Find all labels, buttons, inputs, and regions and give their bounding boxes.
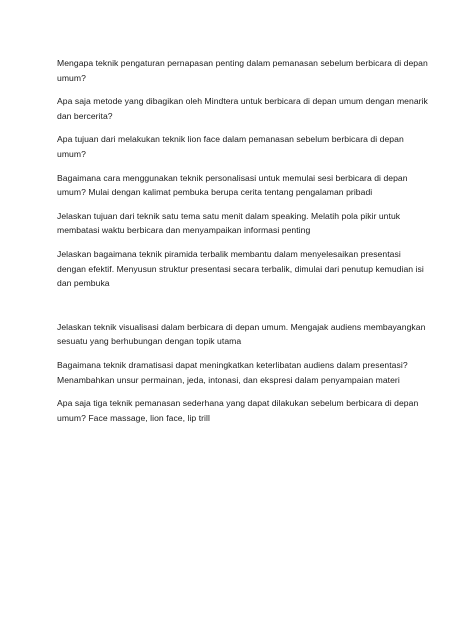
question-paragraph-7: Jelaskan teknik visualisasi dalam berbicara di depan umum. Mengajak audiens membayangkan sesuatu yang berhubungan dengan topik utama xyxy=(57,321,426,347)
question-paragraph-3: Apa tujuan dari melakukan teknik lion face dalam pemanasan sebelum berbicara di depan umum? xyxy=(57,134,404,159)
question-paragraph-1: Mengapa teknik pengaturan pernapasan penting dalam pemanasan sebelum berbicara di depan umum? xyxy=(57,58,428,83)
question-paragraph-9: Apa saja tiga teknik pemanasan sederhana yang dapat dilakukan sebelum berbicara di depan umum? Face massage, lion face, lip trill xyxy=(57,398,419,423)
paragraph-gap xyxy=(57,300,432,320)
question-paragraph-5: Jelaskan tujuan dari teknik satu tema satu menit dalam speaking. Melatih pola pikir untuk membatasi waktu berbicara dan menyampaikan informasi penting xyxy=(57,210,401,236)
question-paragraph-6: Jelaskan bagaimana teknik piramida terbalik membantu dalam menyelesaikan presentasi dengan efektif. Menyusun struktur presentasi secara terbalik, dimulai dari penutup kemudian isi dan pembuka xyxy=(57,248,424,289)
question-paragraph-2: Apa saja metode yang dibagikan oleh Mindtera untuk berbicara di depan umum dengan menarik dan bercerita? xyxy=(57,96,428,121)
question-paragraph-4: Bagaimana cara menggunakan teknik personalisasi untuk memulai sesi berbicara di depan umum? Mulai dengan kalimat pembuka berupa cerita tentang pengalaman pribadi xyxy=(57,172,408,198)
question-paragraph-8: Bagaimana teknik dramatisasi dapat meningkatkan keterlibatan audiens dalam presentasi? Menambahkan unsur permainan, jeda, intonasi, dan ekspresi dalam penyampaian materi xyxy=(57,359,408,385)
